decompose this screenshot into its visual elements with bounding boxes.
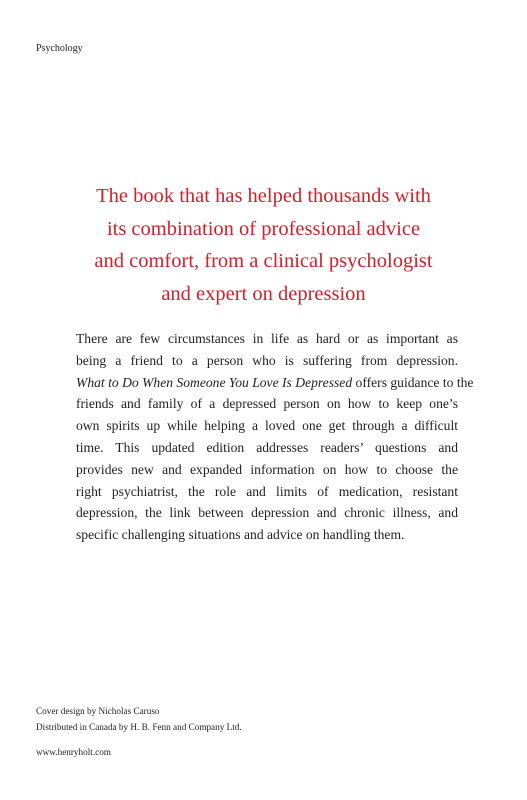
distribution-credit: Distributed in Canada by H. B. Fenn and Company Ltd. bbox=[36, 722, 242, 732]
description-line bbox=[76, 372, 474, 394]
description-line: right psychiatrist, the role and limits of medication, resistant bbox=[76, 483, 458, 499]
description-line-rest: offers guidance to the bbox=[352, 374, 474, 390]
description-line: provides new and expanded information on how to choose the bbox=[76, 461, 458, 477]
tagline bbox=[60, 180, 467, 311]
tagline-line: The book that has helped thousands with bbox=[96, 185, 431, 207]
description-line: being a friend to a person who is suffering from depression. bbox=[76, 352, 458, 368]
book-title: What to Do When Someone You Love Is Depressed bbox=[76, 374, 353, 390]
tagline-line: its combination of professional advice bbox=[106, 217, 421, 240]
credits bbox=[36, 703, 242, 735]
tagline-line: and comfort, from a clinical psychologist bbox=[94, 250, 433, 273]
publisher-website: www.henryholt.com bbox=[36, 747, 111, 757]
description-line: own spirits up while helping a loved one get through a difficult bbox=[76, 418, 458, 434]
cover-design-credit: Cover design by Nicholas Caruso bbox=[36, 706, 160, 716]
description-line: time. This updated edition addresses readers’ questions and bbox=[76, 439, 458, 455]
book-description bbox=[76, 328, 474, 546]
tagline-line: and expert on depression bbox=[161, 283, 366, 306]
description-line: specific challenging situations and advice on handling them. bbox=[76, 527, 405, 543]
description-line: depression, the link between depression and chronic illness, and bbox=[76, 505, 458, 521]
category-label: Psychology bbox=[36, 43, 83, 54]
description-line: There are few circumstances in life as hard or as important as bbox=[76, 331, 458, 346]
description-line: friends and family of a depressed person on how to keep one’s bbox=[76, 396, 458, 412]
